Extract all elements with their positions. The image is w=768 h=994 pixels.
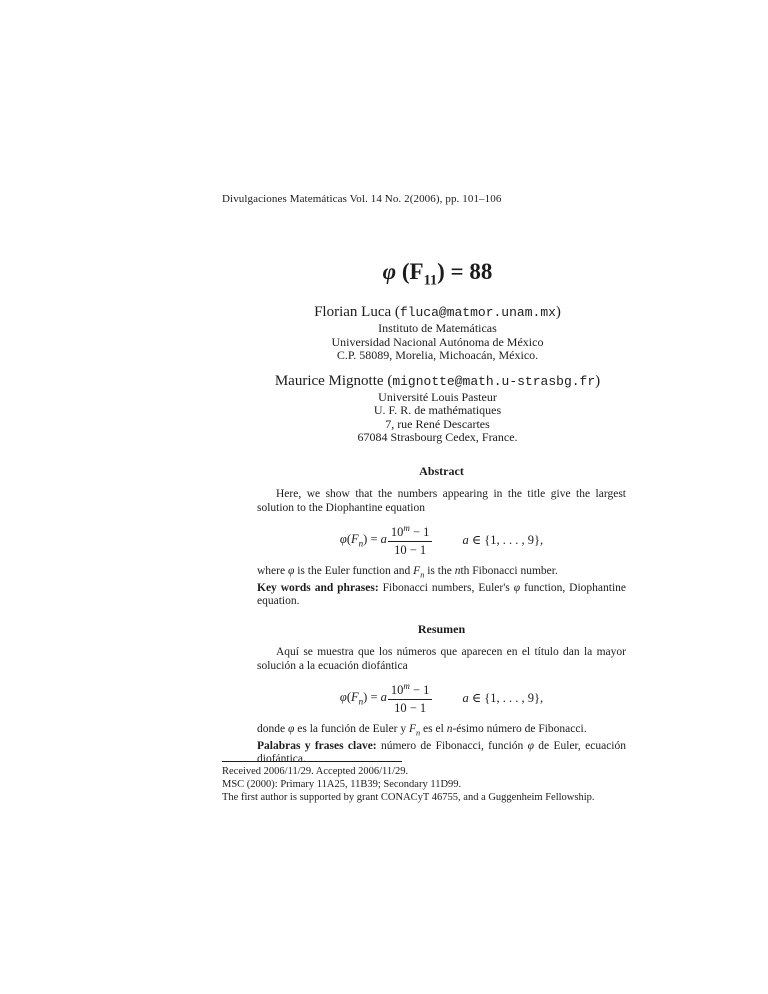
paren-open: ( (391, 304, 400, 320)
resumen-section (257, 622, 626, 767)
abstract-section (257, 464, 626, 609)
affiliation-line: 7, rue René Descartes (385, 416, 490, 431)
title-subscript: 11 (423, 272, 438, 289)
affiliation-line: U. F. R. de mathématiques (373, 403, 502, 417)
affiliation-line: Instituto de Matemáticas (378, 321, 497, 335)
fraction (388, 681, 433, 715)
affiliation-line: Université Louis Pasteur (378, 389, 497, 404)
affiliation-line: 67084 Strasbourg Cedex, France. (357, 430, 518, 444)
resumen-body (257, 646, 626, 767)
author-email-2: mignotte@math.u-strasbg.fr (392, 373, 596, 389)
equation-condition: a ∈ {1, . . . , 9}, (462, 532, 544, 547)
author-name-1 (222, 303, 653, 322)
fraction-denominator: 10 − 1 (388, 699, 433, 715)
fraction-denominator: 10 − 1 (388, 541, 433, 557)
abstract-keywords-line: Key words and phrases: Fibonacci numbers, Euler's φ function, Diophantine equation. (257, 581, 627, 608)
equation-condition: a ∈ {1, . . . , 9}, (462, 690, 544, 705)
footnote-rule (222, 761, 402, 762)
paren-close: ) (555, 304, 561, 320)
fraction (388, 523, 433, 557)
author-1: Florian Luca (314, 304, 392, 320)
resumen-keywords-line: Palabras y frases clave: número de Fibonacci, función φ de Euler, ecuación diofántica. (257, 739, 626, 766)
abstract-body (257, 488, 626, 609)
fraction-numerator: $10^m - 1$ (390, 523, 430, 540)
equation-lhs: $\varphi(F_n) = a$ (339, 689, 387, 707)
author-2: Maurice Mignotte (274, 372, 384, 389)
abstract-where-paragraph: where φ is the Euler function and $F_n$ is the nth Fibonacci number. (257, 564, 558, 580)
footnotes-block (222, 761, 653, 804)
resumen-donde-paragraph: donde φ es la función de Euler y $F_n$ es el n-ésimo número de Fibonacci. (257, 722, 587, 738)
title-pre: ( (396, 259, 410, 284)
abstract-heading: Abstract (419, 464, 464, 478)
journal-header: Divulgaciones Matemáticas Vol. 14 No. 2(2006), pp. 101–106 (222, 193, 502, 205)
authors-block (222, 303, 653, 445)
title-phi: φ (382, 259, 397, 284)
keywords-label: Palabras y frases clave: (257, 739, 377, 752)
resumen-intro-paragraph: Aquí se muestra que los números que aparecen en el título dan la mayor solución a la ecuación diofántica (257, 646, 626, 672)
footnote-line-received: Received 2006/11/29. Accepted 2006/11/29. (222, 766, 409, 777)
footnote-line-support: The first author is supported by grant CONACyT 46755, and a Guggenheim Fellowship. (222, 792, 595, 803)
diophantine-equation (257, 681, 626, 715)
affiliation-line: C.P. 58089, Morelia, Michoacán, México. (336, 348, 539, 362)
paren-close: ) (595, 372, 601, 389)
title-post: ) = 88 (437, 259, 493, 284)
resumen-heading: Resumen (417, 622, 466, 636)
abstract-intro-paragraph: Here, we show that the numbers appearing in the title give the largest solution to the Diophantine equation (257, 488, 626, 514)
footnote-line-msc: MSC (2000): Primary 11A25, 11B39; Secondary 11D99. (222, 779, 462, 790)
title-F: F (409, 259, 424, 284)
keywords-label: Key words and phrases: (257, 581, 379, 594)
diophantine-equation (257, 523, 626, 557)
author-name-2 (222, 372, 653, 391)
author-email-1: fluca@matmor.unam.mx (399, 305, 556, 320)
fraction-numerator: $10^m - 1$ (390, 681, 430, 698)
paper-title (222, 259, 653, 294)
affiliation-line: Universidad Nacional Autónoma de México (331, 334, 544, 349)
paren-open: ( (383, 372, 393, 389)
equation-lhs: $\varphi(F_n) = a$ (339, 531, 387, 549)
